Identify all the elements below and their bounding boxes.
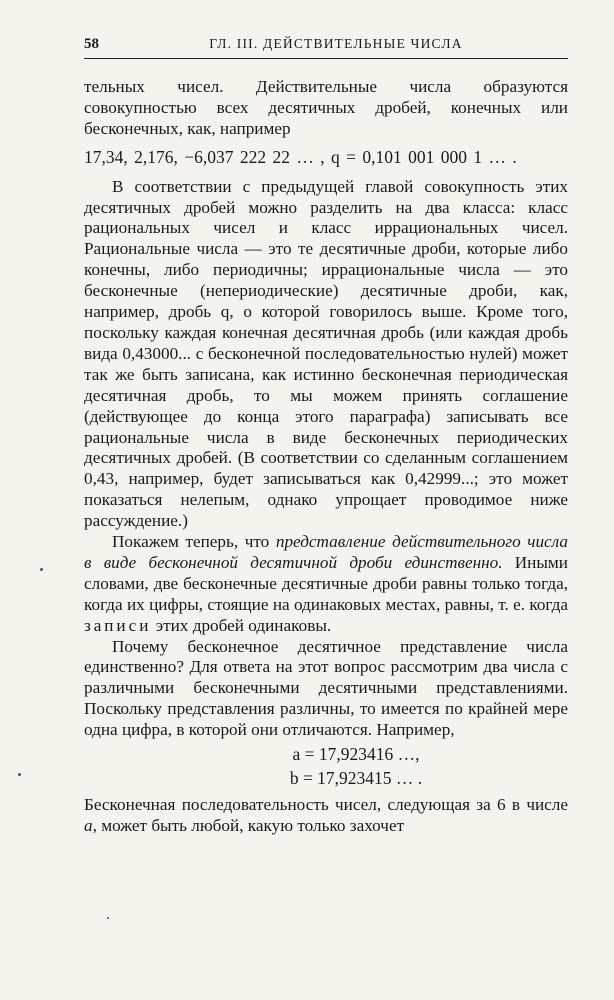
running-head: ГЛ. III. ДЕЙСТВИТЕЛЬНЫЕ ЧИСЛА [209, 36, 463, 51]
paragraph-3-mid: Иными словами, две бесконечные десятичные дроби равны только тогда, когда их цифры, стоящие на одинаковых местах, равны, т. е. когда [84, 552, 568, 614]
book-page [84, 36, 568, 837]
paragraph-3-start: Покажем теперь, что [112, 532, 276, 552]
paragraph-1: тельных чисел. Действительные числа образуются совокупностью всех десятичных дробей, конечных или бесконечных, как, например [84, 77, 568, 138]
paragraph-2: В соответствии с предыдущей главой совокупность этих десятичных дробей можно разделить на два класса: класс рациональных чисел и класс иррациональных чисел. Рациональные числа — это те десятичные дроби, которые либо конечны, либо периодичны; иррациональные числа — это бесконечные (непериодические) десятичные дроби, как, например, дробь q, о которой говорилось выше. Кроме того, поскольку каждая конечная десятичная дробь (или каждая дробь вида 0,43000... с бесконечной последовательностью нулей) может так же быть записана, как истинно бесконечная периодическая десятичная дробь, то мы можем принять соглашение (действующее до конца этого параграфа) записывать все рациональные числа в виде бесконечных периодических десятичных дробей. (В соответствии со сделанным соглашением 0,43, например, будет записываться как 0,42999...; это может показаться нелепым, однако упрощает проводимое ниже рассуждение.) [84, 176, 568, 531]
page-number: 58 [84, 36, 99, 52]
formula-a: a = 17,923416 …, [292, 744, 420, 765]
paragraph-5 [84, 795, 568, 837]
paragraph-5-var: a [84, 816, 93, 835]
paragraph-3 [84, 532, 568, 637]
paragraph-5-end: , может быть любой, какую только захочет [92, 816, 405, 835]
scan-speck [40, 568, 43, 571]
page-header [84, 36, 568, 59]
paragraph-3-spaced: записи [84, 615, 152, 635]
paragraph-3-end: этих дробей одинаковы. [151, 615, 332, 635]
paragraph-3-italic: представление действительного числа в виде бесконечной десятичной дроби единственно. [84, 532, 568, 572]
formula-b: b = 17,923415 … . [289, 768, 423, 789]
scan-speck [18, 773, 21, 776]
formula-decimal-examples: 17,34, 2,176, −6,037 222 22 … , q = 0,101 001 000 1 … . [84, 146, 517, 167]
scan-speck [107, 917, 109, 919]
body-text [84, 77, 568, 837]
paragraph-4: Почему бесконечное десятичное представление числа единственно? Для ответа на этот вопрос рассмотрим два числа с различными бесконечными десятичными представлениями. Поскольку представления различны, то имеется по крайней мере одна цифра, в которой они отличаются. Например, [84, 636, 568, 740]
paragraph-5-start: Бесконечная последовательность чисел, следующая за 6 в числе [84, 795, 568, 815]
